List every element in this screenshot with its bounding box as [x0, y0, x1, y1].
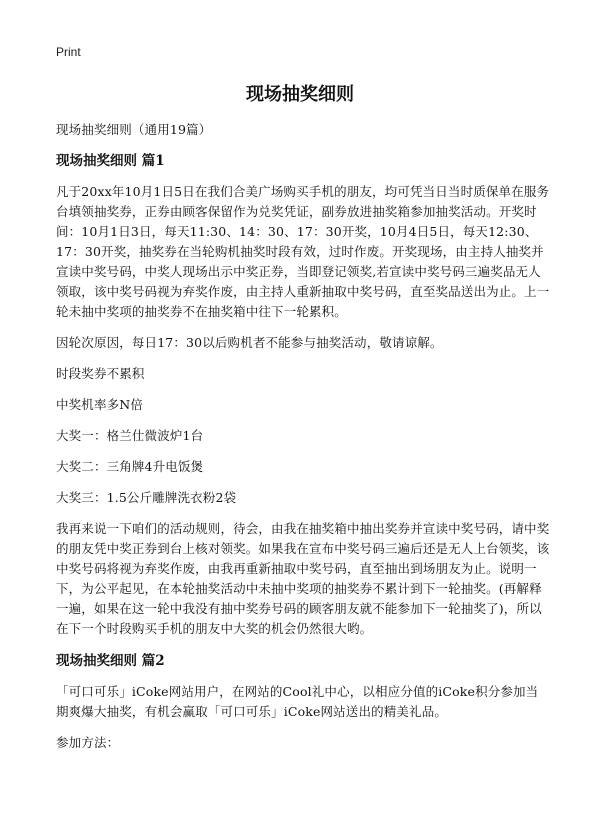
- page-title: 现场抽奖细则: [246, 84, 354, 105]
- paragraph: 大奖二：三角牌4升电饭煲: [56, 459, 204, 474]
- section-heading: 现场抽奖细则 篇1: [56, 153, 165, 169]
- print-link[interactable]: Print: [56, 45, 81, 59]
- section-heading: 现场抽奖细则 篇2: [56, 653, 165, 669]
- paragraph: 大奖一：格兰仕微波炉1台: [56, 428, 204, 443]
- paragraph: 凡于20xx年10月1日5日在我们合美广场购买手机的朋友，均可凭当日当时质保单在服务台填领抽奖券，正券由顾客保留作为兑奖凭证，副券放进抽奖箱参加抽奖活动。开奖时间：10月1日3日，每天11:30、14：30、17：30开奖，10月4日5日，每天12:30、17：30开奖，抽奖券在当轮购机抽奖时段有效，过时作废。开奖现场，由主持人抽奖并宣读中奖号码，中奖人现场出示中奖正券，当即登记领奖,若宣读中奖号码三遍奖品无人领取，该中奖号码视为弃奖作废，由主持人重新抽取中奖号码，直至奖品送出为止。上一轮未抽中奖项的抽奖券不在抽奖箱中往下一轮累积。: [56, 184, 550, 319]
- paragraph: 因轮次原因，每日17：30以后购机者不能参与抽奖活动，敬请谅解。: [56, 335, 443, 350]
- paragraph: 大奖三：1.5公斤雕牌洗衣粉2袋: [56, 490, 237, 505]
- paragraph: 时段奖券不累积: [56, 366, 145, 381]
- paragraph: 参加方法：: [56, 735, 120, 750]
- article-subtitle: 现场抽奖细则（通用19篇）: [56, 122, 212, 137]
- article-body: [56, 120, 550, 764]
- paragraph: 我再来说一下咱们的活动规则，待会，由我在抽奖箱中抽出奖券并宣读中奖号码，请中奖的朋友凭中奖正券到台上核对领奖。如果我在宣布中奖号码三遍后还是无人上台领奖，该中奖号码将视为弃奖作废，由我再重新抽取中奖号码，直至抽出到场朋友为止。说明一下，为公平起见，在本轮抽奖活动中未抽中奖项的抽奖券不累计到下一轮抽奖。(再解释一遍，如果在这一轮中我没有抽中奖券号码的顾客朋友就不能参加下一轮抽奖了)，所以在下一个时段购买手机的朋友中大奖的机会仍然很大哟。: [56, 521, 550, 636]
- paragraph: 「可口可乐」iCoke网站用户，在网站的Cool礼中心，以相应分值的iCoke积分参加当期爽爆大抽奖，有机会赢取「可口可乐」iCoke网站送出的精美礼品。: [56, 684, 539, 719]
- paragraph: 中奖机率多N倍: [56, 397, 143, 412]
